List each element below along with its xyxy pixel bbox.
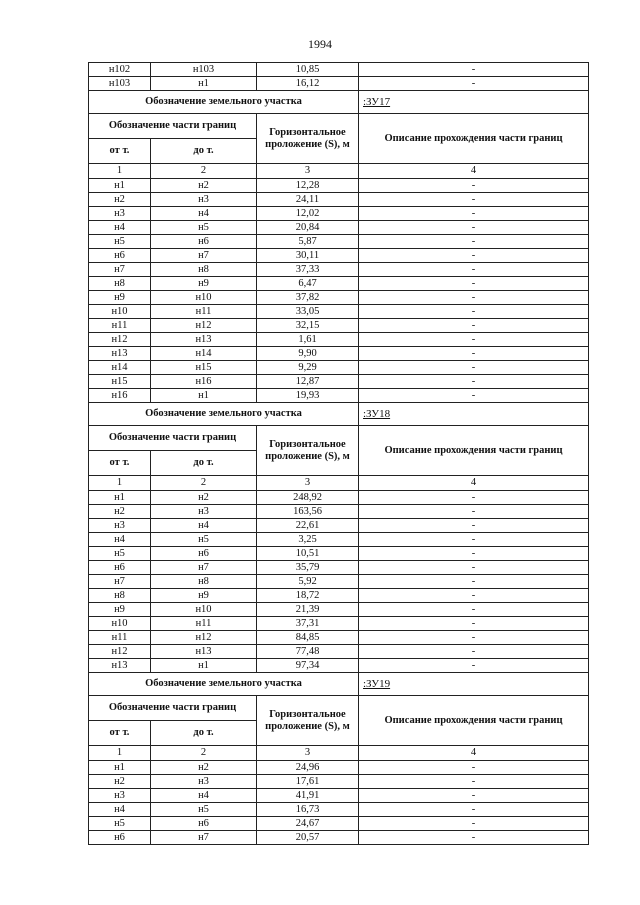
from-point-cell: н6 — [89, 561, 151, 575]
description-cell: - — [359, 831, 589, 845]
description-cell: - — [359, 547, 589, 561]
from-point-cell: н103 — [89, 77, 151, 91]
from-point-cell: н12 — [89, 645, 151, 659]
from-point-cell: н4 — [89, 803, 151, 817]
from-header: от т. — [89, 139, 151, 164]
boundary-table-sheet — [88, 62, 588, 845]
description-cell: - — [359, 305, 589, 319]
header-row — [89, 114, 589, 139]
from-header: от т. — [89, 451, 151, 476]
to-point-cell: н8 — [151, 575, 257, 589]
table-row — [89, 193, 589, 207]
from-point-cell: н9 — [89, 291, 151, 305]
plot-designation-label: Обозначение земельного участка — [89, 403, 359, 426]
length-cell: 5,92 — [257, 575, 359, 589]
length-cell: 77,48 — [257, 645, 359, 659]
from-point-cell: н3 — [89, 519, 151, 533]
description-cell: - — [359, 291, 589, 305]
length-cell: 9,90 — [257, 347, 359, 361]
from-point-cell: н2 — [89, 775, 151, 789]
length-cell: 16,73 — [257, 803, 359, 817]
description-cell: - — [359, 249, 589, 263]
length-cell: 19,93 — [257, 389, 359, 403]
from-point-cell: н1 — [89, 179, 151, 193]
to-point-cell: н5 — [151, 221, 257, 235]
table-row — [89, 505, 589, 519]
table-row — [89, 221, 589, 235]
description-cell: - — [359, 361, 589, 375]
table-row — [89, 235, 589, 249]
length-cell: 32,15 — [257, 319, 359, 333]
table-row — [89, 775, 589, 789]
description-cell: - — [359, 603, 589, 617]
length-cell: 10,85 — [257, 63, 359, 77]
description-cell: - — [359, 631, 589, 645]
description-cell: - — [359, 617, 589, 631]
description-cell: - — [359, 803, 589, 817]
horizontal-length-header: Горизонтальное проложение (S), м — [257, 426, 359, 476]
to-point-cell: н12 — [151, 631, 257, 645]
length-cell: 35,79 — [257, 561, 359, 575]
length-cell: 16,12 — [257, 77, 359, 91]
table-row — [89, 389, 589, 403]
column-number-cell: 3 — [257, 746, 359, 761]
to-point-cell: н15 — [151, 361, 257, 375]
plot-id: :ЗУ17 — [359, 91, 589, 114]
to-point-cell: н4 — [151, 519, 257, 533]
length-cell: 97,34 — [257, 659, 359, 673]
table-row — [89, 803, 589, 817]
column-number-cell: 1 — [89, 476, 151, 491]
description-cell: - — [359, 575, 589, 589]
from-point-cell: н6 — [89, 831, 151, 845]
to-point-cell: н8 — [151, 263, 257, 277]
column-number-cell: 3 — [257, 164, 359, 179]
to-point-cell: н103 — [151, 63, 257, 77]
to-point-cell: н12 — [151, 319, 257, 333]
to-point-cell: н11 — [151, 617, 257, 631]
to-point-cell: н9 — [151, 589, 257, 603]
length-cell: 20,84 — [257, 221, 359, 235]
header-row — [89, 426, 589, 451]
horizontal-length-header: Горизонтальное проложение (S), м — [257, 114, 359, 164]
description-header: Описание прохождения части границ — [359, 426, 589, 476]
column-number-cell: 4 — [359, 164, 589, 179]
table-row — [89, 645, 589, 659]
parts-designation-header: Обозначение части границ — [89, 696, 257, 721]
length-cell: 18,72 — [257, 589, 359, 603]
table-row — [89, 277, 589, 291]
from-point-cell: н1 — [89, 491, 151, 505]
from-point-cell: н10 — [89, 617, 151, 631]
description-cell: - — [359, 533, 589, 547]
table-row — [89, 263, 589, 277]
description-cell: - — [359, 817, 589, 831]
length-cell: 3,25 — [257, 533, 359, 547]
from-point-cell: н11 — [89, 631, 151, 645]
column-number-cell: 4 — [359, 746, 589, 761]
column-number-cell: 2 — [151, 164, 257, 179]
from-point-cell: н5 — [89, 235, 151, 249]
to-point-cell: н10 — [151, 291, 257, 305]
description-cell: - — [359, 775, 589, 789]
to-point-cell: н9 — [151, 277, 257, 291]
from-point-cell: н1 — [89, 761, 151, 775]
from-point-cell: н102 — [89, 63, 151, 77]
table-row — [89, 77, 589, 91]
length-cell: 6,47 — [257, 277, 359, 291]
description-cell: - — [359, 589, 589, 603]
to-point-cell: н2 — [151, 491, 257, 505]
length-cell: 37,82 — [257, 291, 359, 305]
to-point-cell: н4 — [151, 207, 257, 221]
from-point-cell: н5 — [89, 547, 151, 561]
from-point-cell: н14 — [89, 361, 151, 375]
description-cell: - — [359, 519, 589, 533]
description-cell: - — [359, 389, 589, 403]
description-cell: - — [359, 347, 589, 361]
table-row — [89, 333, 589, 347]
table-row — [89, 249, 589, 263]
column-number-cell: 2 — [151, 476, 257, 491]
description-cell: - — [359, 319, 589, 333]
description-cell: - — [359, 221, 589, 235]
length-cell: 30,11 — [257, 249, 359, 263]
from-point-cell: н15 — [89, 375, 151, 389]
table-row — [89, 533, 589, 547]
to-point-cell: н6 — [151, 547, 257, 561]
table-row — [89, 179, 589, 193]
table-row — [89, 63, 589, 77]
table-row — [89, 589, 589, 603]
length-cell: 24,96 — [257, 761, 359, 775]
length-cell: 24,67 — [257, 817, 359, 831]
to-header: до т. — [151, 139, 257, 164]
length-cell: 33,05 — [257, 305, 359, 319]
to-point-cell: н7 — [151, 831, 257, 845]
length-cell: 37,33 — [257, 263, 359, 277]
plot-designation-row — [89, 91, 589, 114]
from-point-cell: н2 — [89, 505, 151, 519]
plot-id: :ЗУ18 — [359, 403, 589, 426]
description-cell: - — [359, 63, 589, 77]
from-point-cell: н10 — [89, 305, 151, 319]
column-number-cell: 1 — [89, 164, 151, 179]
to-point-cell: н2 — [151, 179, 257, 193]
to-header: до т. — [151, 451, 257, 476]
from-point-cell: н13 — [89, 347, 151, 361]
length-cell: 5,87 — [257, 235, 359, 249]
length-cell: 1,61 — [257, 333, 359, 347]
from-point-cell: н13 — [89, 659, 151, 673]
table-row — [89, 831, 589, 845]
plot-designation-label: Обозначение земельного участка — [89, 673, 359, 696]
length-cell: 24,11 — [257, 193, 359, 207]
to-point-cell: н7 — [151, 561, 257, 575]
table-row — [89, 207, 589, 221]
to-point-cell: н5 — [151, 533, 257, 547]
to-point-cell: н1 — [151, 389, 257, 403]
table-row — [89, 519, 589, 533]
to-point-cell: н4 — [151, 789, 257, 803]
from-header: от т. — [89, 721, 151, 746]
table-row — [89, 817, 589, 831]
from-point-cell: н12 — [89, 333, 151, 347]
table-row — [89, 561, 589, 575]
length-cell: 248,92 — [257, 491, 359, 505]
description-cell: - — [359, 561, 589, 575]
to-point-cell: н11 — [151, 305, 257, 319]
table-row — [89, 491, 589, 505]
table-row — [89, 361, 589, 375]
from-point-cell: н7 — [89, 263, 151, 277]
table-row — [89, 789, 589, 803]
column-number-row — [89, 164, 589, 179]
description-cell: - — [359, 179, 589, 193]
to-point-cell: н13 — [151, 645, 257, 659]
to-point-cell: н14 — [151, 347, 257, 361]
column-number-cell: 2 — [151, 746, 257, 761]
to-point-cell: н3 — [151, 193, 257, 207]
length-cell: 22,61 — [257, 519, 359, 533]
description-cell: - — [359, 333, 589, 347]
from-point-cell: н6 — [89, 249, 151, 263]
description-cell: - — [359, 375, 589, 389]
to-point-cell: н1 — [151, 77, 257, 91]
description-cell: - — [359, 235, 589, 249]
from-point-cell: н2 — [89, 193, 151, 207]
length-cell: 17,61 — [257, 775, 359, 789]
horizontal-length-header: Горизонтальное проложение (S), м — [257, 696, 359, 746]
table-row — [89, 547, 589, 561]
length-cell: 21,39 — [257, 603, 359, 617]
to-point-cell: н6 — [151, 235, 257, 249]
page-number: 1994 — [308, 37, 332, 51]
description-cell: - — [359, 761, 589, 775]
to-point-cell: н6 — [151, 817, 257, 831]
length-cell: 12,02 — [257, 207, 359, 221]
column-number-row — [89, 746, 589, 761]
table-row — [89, 761, 589, 775]
column-number-row — [89, 476, 589, 491]
description-cell: - — [359, 193, 589, 207]
column-number-cell: 3 — [257, 476, 359, 491]
from-point-cell: н9 — [89, 603, 151, 617]
parts-designation-header: Обозначение части границ — [89, 426, 257, 451]
length-cell: 12,87 — [257, 375, 359, 389]
table-row — [89, 631, 589, 645]
length-cell: 84,85 — [257, 631, 359, 645]
description-cell: - — [359, 207, 589, 221]
from-point-cell: н11 — [89, 319, 151, 333]
to-point-cell: н5 — [151, 803, 257, 817]
table-row — [89, 375, 589, 389]
to-point-cell: н16 — [151, 375, 257, 389]
length-cell: 163,56 — [257, 505, 359, 519]
description-header: Описание прохождения части границ — [359, 696, 589, 746]
column-number-cell: 1 — [89, 746, 151, 761]
plot-designation-row — [89, 403, 589, 426]
length-cell: 12,28 — [257, 179, 359, 193]
table-row — [89, 305, 589, 319]
description-cell: - — [359, 659, 589, 673]
column-number-cell: 4 — [359, 476, 589, 491]
from-point-cell: н7 — [89, 575, 151, 589]
length-cell: 41,91 — [257, 789, 359, 803]
to-point-cell: н3 — [151, 775, 257, 789]
table-row — [89, 319, 589, 333]
to-point-cell: н2 — [151, 761, 257, 775]
plot-id: :ЗУ19 — [359, 673, 589, 696]
table-row — [89, 659, 589, 673]
description-cell: - — [359, 645, 589, 659]
to-point-cell: н7 — [151, 249, 257, 263]
from-point-cell: н4 — [89, 221, 151, 235]
from-point-cell: н4 — [89, 533, 151, 547]
to-point-cell: н3 — [151, 505, 257, 519]
description-cell: - — [359, 789, 589, 803]
plot-designation-label: Обозначение земельного участка — [89, 91, 359, 114]
table-row — [89, 347, 589, 361]
description-cell: - — [359, 491, 589, 505]
description-cell: - — [359, 77, 589, 91]
description-cell: - — [359, 263, 589, 277]
from-point-cell: н8 — [89, 589, 151, 603]
from-point-cell: н8 — [89, 277, 151, 291]
from-point-cell: н16 — [89, 389, 151, 403]
from-point-cell: н3 — [89, 207, 151, 221]
from-point-cell: н5 — [89, 817, 151, 831]
to-point-cell: н13 — [151, 333, 257, 347]
length-cell: 20,57 — [257, 831, 359, 845]
plot-designation-row — [89, 673, 589, 696]
description-cell: - — [359, 277, 589, 291]
to-point-cell: н10 — [151, 603, 257, 617]
from-point-cell: н3 — [89, 789, 151, 803]
description-header: Описание прохождения части границ — [359, 114, 589, 164]
table-row — [89, 617, 589, 631]
table-row — [89, 575, 589, 589]
header-row — [89, 696, 589, 721]
table-row — [89, 603, 589, 617]
length-cell: 9,29 — [257, 361, 359, 375]
table-row — [89, 291, 589, 305]
to-header: до т. — [151, 721, 257, 746]
description-cell: - — [359, 505, 589, 519]
to-point-cell: н1 — [151, 659, 257, 673]
parts-designation-header: Обозначение части границ — [89, 114, 257, 139]
length-cell: 10,51 — [257, 547, 359, 561]
length-cell: 37,31 — [257, 617, 359, 631]
boundary-table — [88, 62, 589, 845]
